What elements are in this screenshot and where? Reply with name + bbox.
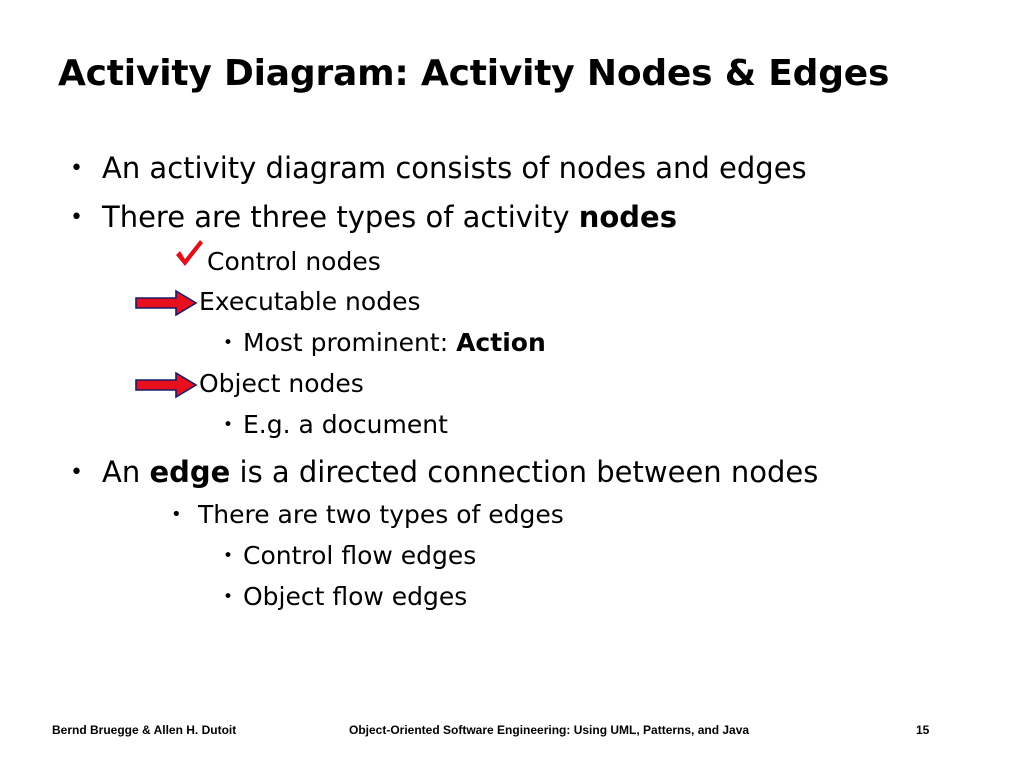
subitem-text: There are two types of edges [198, 500, 564, 529]
bullet-text: There are three types of activity [102, 200, 579, 234]
subsubitem-most-prominent [223, 326, 546, 360]
right-arrow-icon [134, 288, 198, 318]
bullet-text-bold: nodes [578, 200, 677, 234]
subsubitem-text: Object flow edges [243, 582, 468, 611]
footer-book-title: Object-Oriented Software Engineering: Using UML, Patterns, and Java [349, 723, 750, 737]
bullet-text: An [102, 455, 150, 489]
footer-authors: Bernd Bruegge & Allen H. Dutoit [52, 723, 237, 737]
bullet-marker: • [70, 205, 83, 230]
bullet-activity-diagram-definition [70, 148, 807, 189]
bullet-three-node-types [70, 197, 677, 238]
subitem-two-edge-types [171, 498, 564, 532]
bullet-marker: • [70, 460, 83, 485]
subsubitem-text: E.g. a document [243, 410, 448, 439]
bullet-marker: • [70, 156, 83, 181]
subsubitem-text: Control flow edges [243, 541, 477, 570]
subsubitem-object-flow-edges [223, 580, 467, 614]
bullet-marker: • [223, 415, 234, 435]
subsubitem-control-flow-edges [223, 539, 476, 573]
bullet-edge-definition [70, 452, 818, 493]
subitem-text: Control nodes [207, 247, 381, 276]
footer-page-number: 15 [916, 723, 930, 737]
bullet-text: An activity diagram consists of nodes and edges [102, 151, 807, 185]
subitem-control-nodes [207, 245, 381, 279]
subsubitem-text-bold: Action [456, 328, 546, 357]
subitem-executable-nodes [199, 285, 420, 319]
bullet-marker: • [171, 504, 182, 525]
subitem-text: Object nodes [199, 369, 364, 398]
checkmark-icon [174, 238, 204, 270]
bullet-text-bold: edge [149, 455, 231, 489]
slide-title: Activity Diagram: Activity Nodes & Edges [58, 53, 890, 94]
subsubitem-eg-document [223, 408, 448, 442]
bullet-marker: • [223, 333, 234, 353]
subitem-object-nodes [199, 367, 364, 401]
subitem-text: Executable nodes [199, 287, 421, 316]
bullet-marker: • [223, 546, 234, 566]
subsubitem-text: Most prominent: [243, 328, 457, 357]
bullet-marker: • [223, 587, 234, 607]
bullet-text: is a directed connection between nodes [230, 455, 819, 489]
right-arrow-icon [134, 370, 198, 400]
